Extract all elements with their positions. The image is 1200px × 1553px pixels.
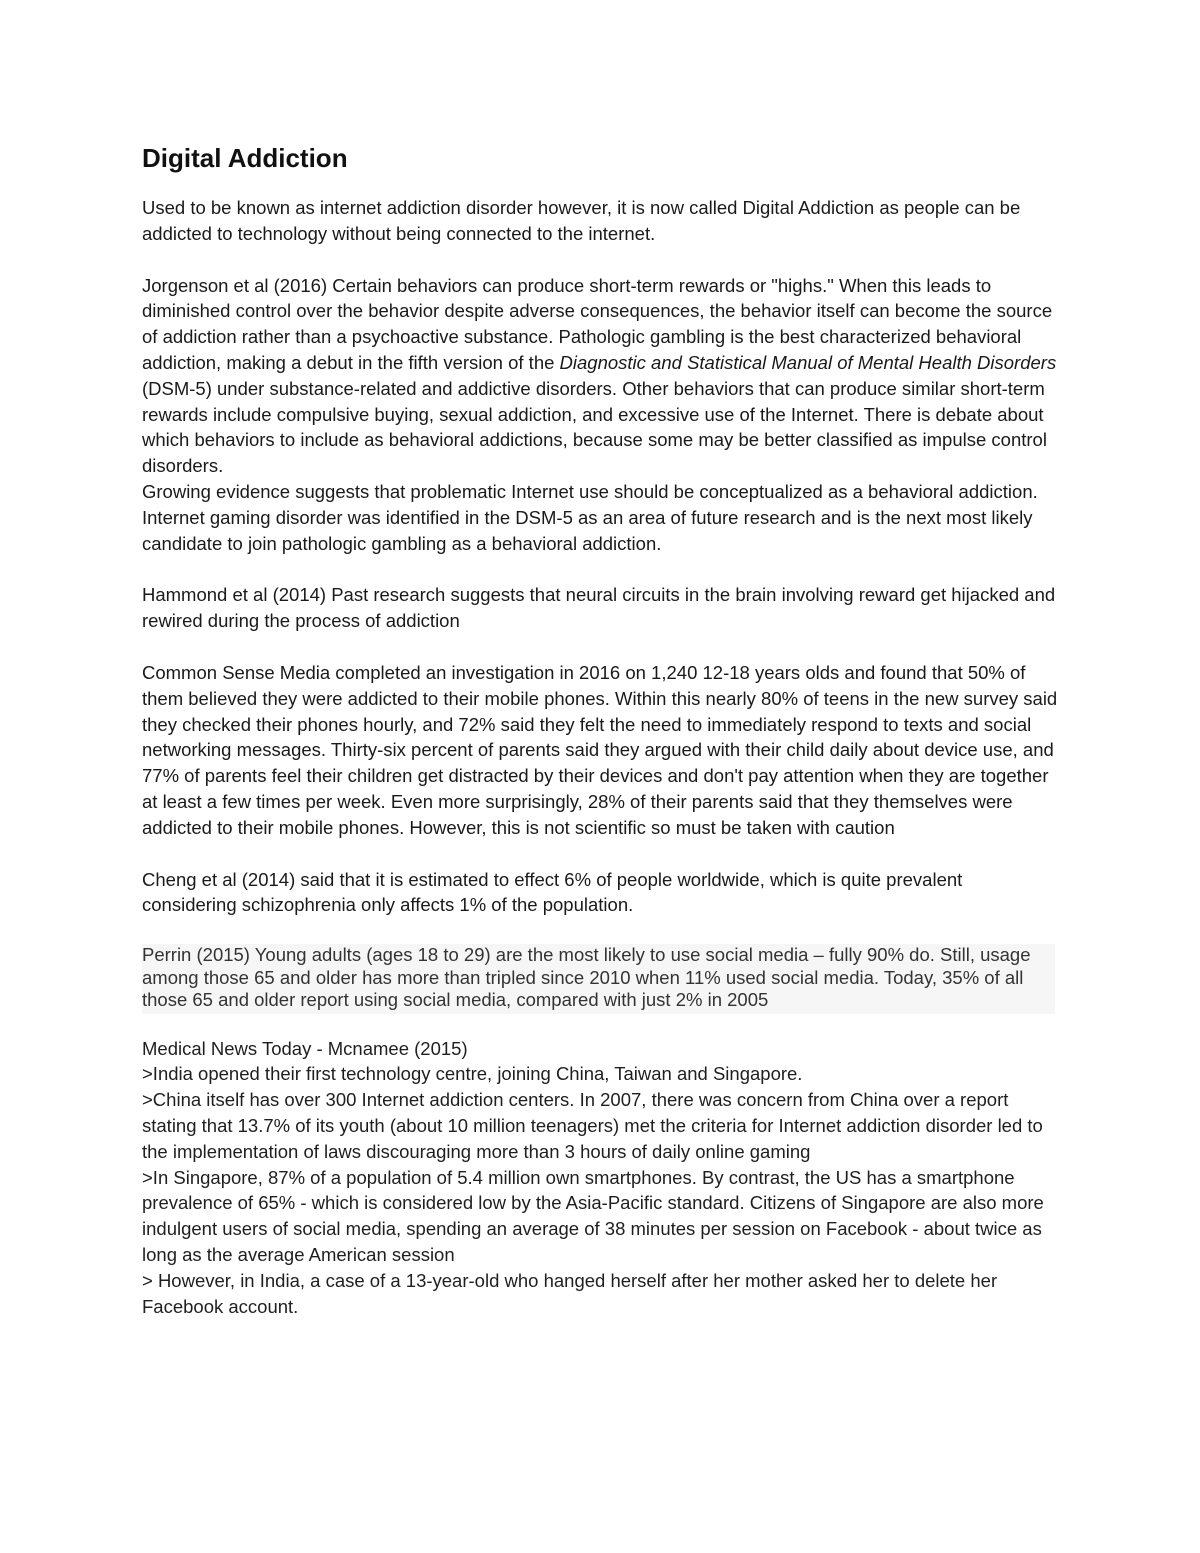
spacer <box>142 634 1062 660</box>
jorgenson-text-start: Jorgenson et al (2016) Certain behaviors can produce short-term rewards or "highs." When this leads to diminished control over the behavior despite adverse consequences, the behavior itself can become the source of addiction rather than a psychoactive substance. Pathologic gambling is the best characterized behavioral addiction, making a debut in the fifth version of the <box>142 274 1053 373</box>
growing-evidence-paragraph: Growing evidence suggests that problematic Internet use should be conceptualized as a behavioral addiction. Internet gaming disorder was identified in the DSM-5 as an area of future research and is the next most likely candidate to join pathologic gambling as a behavioral addiction. <box>142 480 1038 554</box>
intro-paragraph: Used to be known as internet addiction disorder however, it is now called Digital Addiction as people can be addicted to technology without being connected to the internet. <box>142 197 1021 244</box>
spacer <box>142 178 1062 195</box>
dsm-title-italic: Diagnostic and Statistical Manual of Mental Health Disorders <box>559 351 1057 373</box>
medical-news-heading: Medical News Today - Mcnamee (2015) <box>142 1037 468 1059</box>
spacer <box>142 247 1062 273</box>
medical-news-item-china: >China itself has over 300 Internet addiction centers. In 2007, there was concern from China over a report stating that 13.7% of its youth (about 10 million teenagers) met the criteria for Internet addiction disorder led to the implementation of laws discouraging more than 3 hours of daily online gaming <box>142 1089 1043 1162</box>
perrin-highlighted-text: Perrin (2015) Young adults (ages 18 to 29) are the most likely to use social media – fully 90% do. Still, usage among those 65 and older has more than tripled since 2010 when 11% used social media. Today, 35% of all those 65 and older report using social media, compared with just 2% in 2005 <box>142 944 1055 1014</box>
medical-news-item-india-case: > However, in India, a case of a 13-year-old who hanged herself after her mother asked her to delete her Facebook account. <box>142 1269 998 1317</box>
common-sense-paragraph: Common Sense Media completed an investigation in 2016 on 1,240 12-18 years olds and found that 50% of them believed they were addicted to their mobile phones. Within this nearly 80% of teens in the new survey said they checked their phones hourly, and 72% said they felt the need to immediately respond to texts and social networking messages. Thirty-six percent of parents said they argued with their child daily about device use, and 77% of parents feel their children get distracted by their devices and don't pay attention when they are together at least a few times per week. Even more surprisingly, 28% of their parents said that they themselves were addicted to their mobile phones. However, this is not scientific so must be taken with caution <box>142 661 1058 838</box>
medical-news-item-singapore: >In Singapore, 87% of a population of 5.4 million own smartphones. By contrast, the US has a smartphone prevalence of 65% - which is considered low by the Asia-Pacific standard. Citizens of Singapore are also more indulgent users of social media, spending an average of 38 minutes per session on Facebook - about twice as long as the average American session <box>142 1166 1044 1265</box>
jorgenson-text-end: (DSM-5) under substance-related and addictive disorders. Other behaviors that can produce similar short-term rewards include compulsive buying, sexual addiction, and excessive use of the Internet. There is debate about which behaviors to include as behavioral addictions, because some may be better classified as impulse control disorders. <box>142 377 1047 477</box>
document-title: Digital Addiction <box>142 143 348 173</box>
spacer <box>142 918 1062 944</box>
spacer <box>142 841 1062 867</box>
medical-news-item-india: >India opened their first technology centre, joining China, Taiwan and Singapore. <box>142 1063 803 1085</box>
document-page <box>142 138 1062 1319</box>
perrin-paragraph <box>142 944 1062 1014</box>
spacer <box>142 1014 1062 1036</box>
cheng-paragraph: Cheng et al (2014) said that it is estimated to effect 6% of people worldwide, which is quite prevalent considering schizophrenia only affects 1% of the population. <box>142 868 963 916</box>
jorgenson-paragraph <box>142 273 1062 479</box>
spacer <box>142 556 1062 582</box>
hammond-paragraph: Hammond et al (2014) Past research suggests that neural circuits in the brain involving reward get hijacked and rewired during the process of addiction <box>142 584 1056 632</box>
